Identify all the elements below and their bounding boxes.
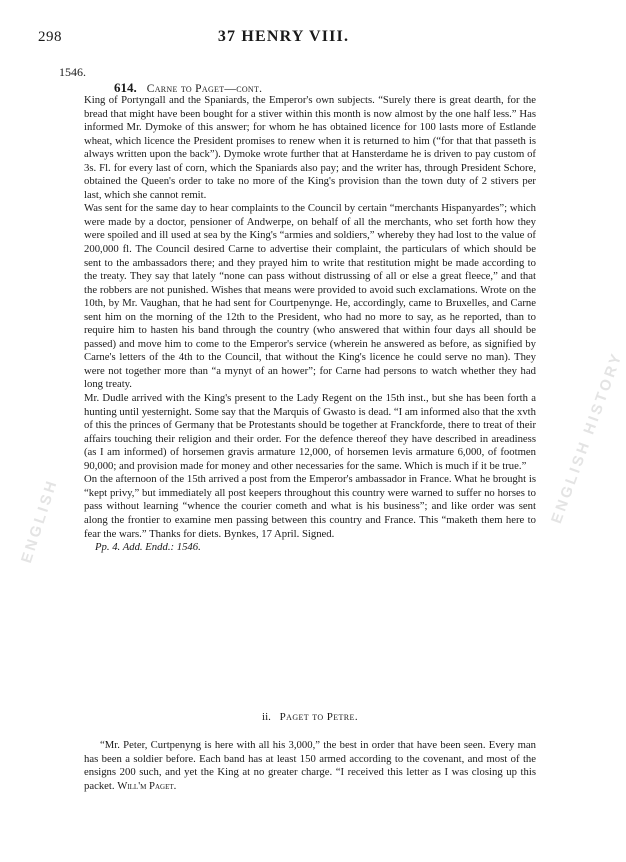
page-number: 298 <box>38 29 62 45</box>
sub-entry-number: ii. <box>262 711 271 723</box>
paragraph-1: King of Portyngall and the Spaniards, the Emperor's own subjects. “Surely there is great dearth, for the bread that might have been bought for a stiver within this month is now almost by the one half less.” Has informed Mr. Dymoke of this answer; for whom he has obtained licence for 100 lasts more of Estlande wheat, which licence the President promises to renew when it is returned to him (“for that that passeth is always written upon the back”). Dymoke wrote further that at Hansterdame he is driven to pay custom of 3s. Fl. for every last of corn, which the Spaniards also pay; and the writer has, through President Schore, obtained the Queen's order to take no more of the King's provision than the town duty of 2 stivers per last, which she cannot remit. <box>84 94 536 201</box>
sub-entry-paragraph <box>84 739 536 793</box>
entry-body <box>84 94 536 555</box>
endorsement-line: Pp. 4. Add. Endd.: 1546. <box>95 541 201 554</box>
entry-number: 614. <box>114 80 137 95</box>
running-title: 37 HENRY VIII. <box>217 28 350 45</box>
margin-year: 1546. <box>59 65 86 79</box>
signature: Will'm Paget. <box>117 779 177 792</box>
watermark-right: ENGLISH HISTORY <box>548 349 626 526</box>
paragraph-3: Mr. Dudle arrived with the King's present to the Lady Regent on the 15th inst., but she has been forth a hunting until yesternight. Some say that the Marquis of Gwasto is dead. “I am informed also that the xvth of this the princes of Germany that be Protestants should be together at Franckforde, there to treat of their affairs touching their religion and their order. For the defence thereof they have described in areadiness (as I am informed) of horsemen gravis armature 12,000, of horsemen levis armature 6,000, of footmen 90,000; and provision made for money and other necessaries for the same. Which is much if it be true.” <box>84 392 536 472</box>
sub-entry-title: Paget to Petre. <box>279 711 358 723</box>
sub-entry-text: “Mr. Peter, Curtpenyng is here with all his 3,000,” the best in order that have been seen. Every man has been a soldier before. Each band has at least 150 armed according to the covenant, and most of the ensigns 200 such, and yet the King at no greater charge. “I received this letter as I was closing up this packet. <box>84 739 536 792</box>
watermark-bottom: ENGLISH <box>18 476 62 566</box>
page-header <box>36 27 531 49</box>
sub-entry-heading <box>84 711 536 723</box>
entry-title: Carne to Paget—cont. <box>146 83 263 95</box>
sub-entry-body <box>84 739 536 793</box>
paragraph-4: On the afternoon of the 15th arrived a post from the Emperor's ambassador in France. What he brought is “kept privy,” but immediately all post keepers throughout this country were warned to suffer no horses to pass without learning “whence the courier cometh and what is his business”; and like order was sent along the frontier to examine men passing between this country and France. This “maketh them here to fear the wars.” Thanks for diets. Bynkes, 17 April. Signed. <box>84 473 536 540</box>
paragraph-2: Was sent for the same day to hear complaints to the Council by certain “merchants Hispanyardes”; which were made by a doctor, pensioner of Andwerpe, on behalf of all the merchants, who set forth how they were spoiled and ill used at sea by the King's “armies and soldiers,” whereby they had lost to the value of 200,000 fl. The Council desired Carne to advertise their complaint, the particulars of which should be sent to the ambassadors there; and they prayed him to write that restitution might be made according to the treaty. They say that lately “none can pass without distrussing of all or else a great fleece,” and that the robbers are not punished. Wishes that means were provided to avoid such exclamations. Wrote on the 10th, by Mr. Vaughan, that he had sent for Courtpenynge. He, accordingly, came to Bruxelles, and Carne sent him on the morning of the 12th to the President, who had no more to say, as he reported, than to require him to hasten his band through the country (who answered that within four days all should be passed) and move him to come to the Emperor's service (wherein he answered as before, as signified by Carne's letters of the 4th to the Council, that without the King's licence he could serve no man). They were not together more than “a mynyt of an hower”; for Carne had persons to watch whether they had long treaty. <box>84 202 536 391</box>
